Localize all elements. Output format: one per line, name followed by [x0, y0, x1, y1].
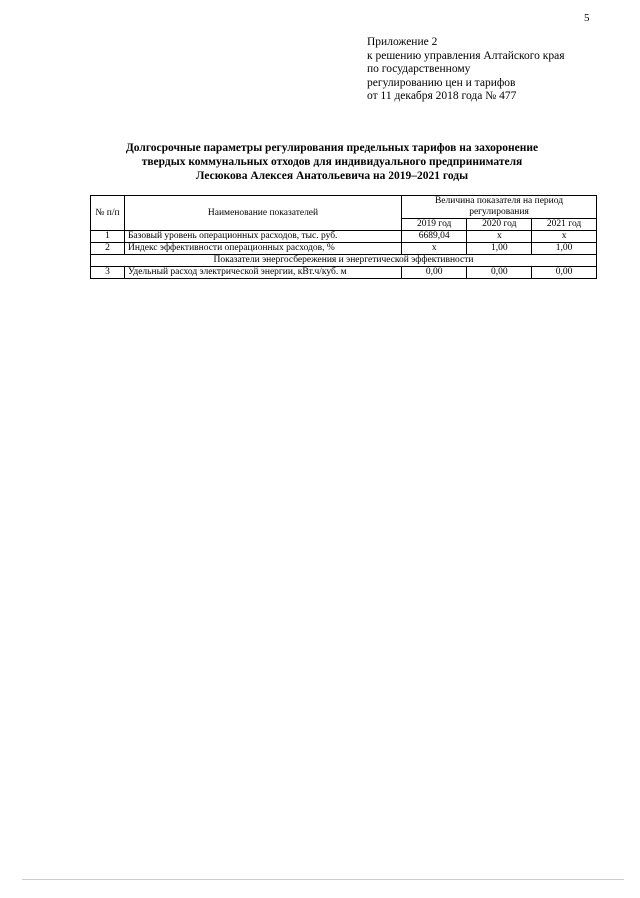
appendix-header — [367, 36, 629, 104]
header-year: 2021 год — [532, 219, 597, 231]
header-value-group: Величина показателя на период регулирования — [402, 196, 597, 219]
footer-divider — [22, 879, 624, 880]
row-value: х — [467, 231, 532, 243]
row-value: 0,00 — [532, 267, 597, 279]
document-title — [60, 141, 604, 183]
parameters-table — [90, 195, 597, 279]
table-row — [91, 231, 597, 243]
row-value: 1,00 — [467, 243, 532, 255]
appendix-line: Приложение 2 — [367, 36, 438, 48]
row-value: х — [532, 231, 597, 243]
row-num: 3 — [91, 267, 125, 279]
row-value: 0,00 — [467, 267, 532, 279]
title-line: Долгосрочные параметры регулирования предельных тарифов на захоронение — [125, 142, 539, 154]
row-num: 2 — [91, 243, 125, 255]
table-section-row — [91, 255, 597, 267]
row-name: Базовый уровень операционных расходов, тыс. руб. — [124, 231, 401, 243]
header-year: 2020 год — [467, 219, 532, 231]
table-row — [91, 243, 597, 255]
title-line: Лесюкова Алексея Анатольевича на 2019–2021 годы — [195, 170, 469, 182]
header-name: Наименование показателей — [124, 196, 401, 231]
row-value: 6689,04 — [402, 231, 467, 243]
header-num: № п/п — [91, 196, 125, 231]
appendix-line: регулированию цен и тарифов — [367, 76, 516, 89]
section-label: Показатели энергосбережения и энергетической эффективности — [91, 255, 597, 267]
row-value: 1,00 — [532, 243, 597, 255]
appendix-line: по государственному — [367, 63, 471, 75]
row-name: Удельный расход электрической энергии, кВт.ч/куб. м — [124, 267, 401, 279]
row-name: Индекс эффективности операционных расходов, % — [124, 243, 401, 255]
row-value: 0,00 — [402, 267, 467, 279]
appendix-line: от 11 декабря 2018 года № 477 — [367, 90, 517, 102]
page-number: 5 — [584, 12, 590, 24]
table-row — [91, 267, 597, 279]
appendix-line: к решению управления Алтайского края — [367, 49, 565, 62]
row-num: 1 — [91, 231, 125, 243]
table-header-row — [91, 196, 597, 219]
title-line: твердых коммунальных отходов для индивидуального предпринимателя — [141, 156, 523, 168]
header-year: 2019 год — [402, 219, 467, 231]
row-value: х — [402, 243, 467, 255]
